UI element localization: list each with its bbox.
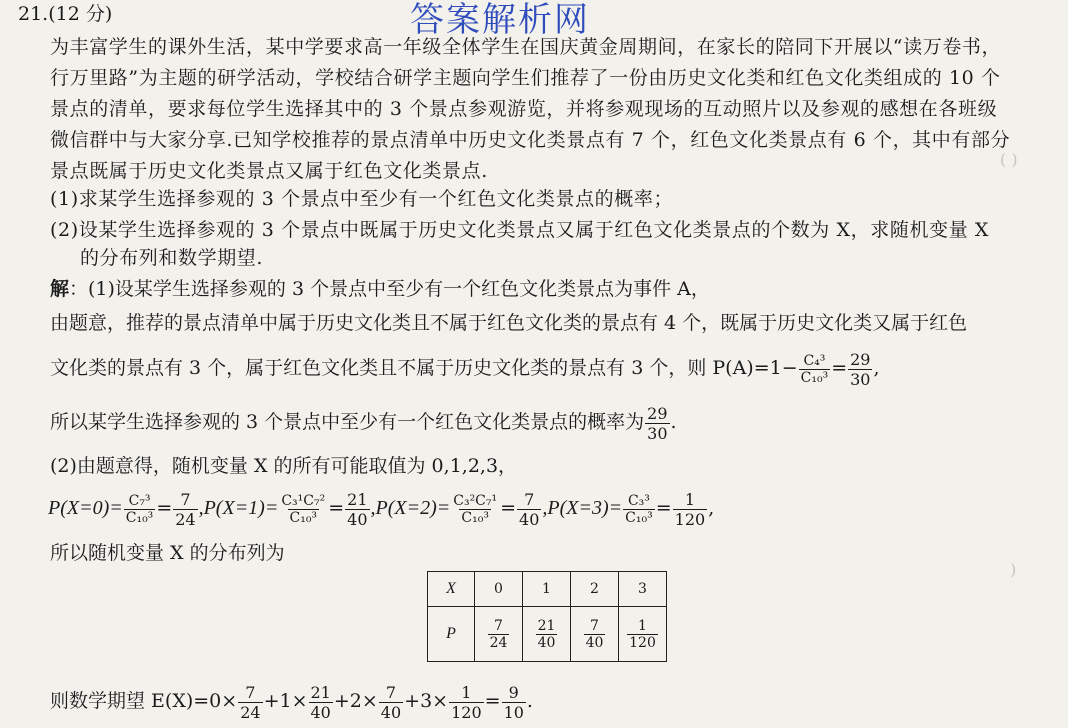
table-cell-p: $\frac{7}{24}$ [475,607,523,662]
table-header-x: X [428,572,475,607]
fraction-e2: $\frac{21}{40}$ [310,682,331,722]
question-2: (2)设某学生选择参观的 3 个景点中既属于历史文化类景点又属于红色文化类景点的个数为 X，求随机变量 X [50,219,990,241]
fraction-p3-result: $\frac{1}{120}$ [674,489,706,529]
solution-line-1: 解：(1)设某学生选择参观的 3 个景点中至少有一个红色文化类景点为事件 A， [50,278,710,300]
problem-line-5: 景点既属于历史文化类景点又属于红色文化类景点. [50,160,488,182]
question-2-cont: 的分布列和数学期望. [80,247,264,269]
table-cell-x: 1 [523,572,571,607]
fraction-expectation: $\frac{9}{10}$ [503,682,524,722]
fraction-p2: $\frac{\text{C₃²C₇¹}}{\text{C₁₀³}}$ [453,492,498,526]
solution-line-7: 所以随机变量 X 的分布列为 [50,542,285,564]
table-cell-x: 0 [475,572,523,607]
problem-line-1: 为丰富学生的课外生活，某中学要求高一年级全体学生在国庆黄金周期间，在家长的陪同下开展以“读万卷书， [50,36,1002,58]
fraction-pa-result: $\frac{29}{30}$ [850,349,871,389]
solution-line-3: 文化类的景点有 3 个，属于红色文化类且不属于历史文化类的景点有 3 个，则 P(A)=1− $\frac{\text{C₄³}}{\text{C₁₀³}}$ = $\frac{29}{30}$ , [50,349,880,389]
table-row-p [428,607,667,662]
distribution-table [427,571,667,662]
fraction-p2-result: $\frac{7}{40}$ [519,489,540,529]
fraction-p1: $\frac{\text{C₃¹C₇²}}{\text{C₁₀³}}$ [281,492,326,526]
fraction-e4: $\frac{1}{120}$ [451,682,482,722]
table-cell-x: 2 [571,572,619,607]
fraction-answer-1: $\frac{29}{30}$ [647,403,668,443]
fraction-p0: $\frac{\text{C₇³}}{\text{C₁₀³}}$ [125,492,154,526]
problem-line-4: 微信群中与大家分享.已知学校推荐的景点清单中历史文化类景点有 7 个，红色文化类景点有 6 个，其中有部分 [50,129,1011,151]
fraction-p0-result: $\frac{7}{24}$ [175,489,196,529]
fraction-pa: $\frac{\text{C₄³}}{\text{C₁₀³}}$ [800,352,829,386]
table-cell-x: 3 [619,572,667,607]
problem-line-2: 行万里路”为主题的研学活动，学校结合研学主题向学生们推荐了一份由历史文化类和红色文化类组成的 10 个 [50,67,1001,89]
fraction-p1-result: $\frac{21}{40}$ [347,489,368,529]
table-cell-p: $\frac{21}{40}$ [523,607,571,662]
solution-line-2: 由题意，推荐的景点清单中属于历史文化类且不属于红色文化类的景点有 4 个，既属于历史文化类又属于红色 [50,312,968,334]
solution-label: 解 [50,278,70,300]
fraction-e3: $\frac{7}{40}$ [380,682,402,722]
question-1: (1)求某学生选择参观的 3 个景点中至少有一个红色文化类景点的概率； [50,188,674,210]
fraction-e1: $\frac{7}{24}$ [240,682,261,722]
problem-line-3: 景点的清单，要求每位学生选择其中的 3 个景点参观游览，并将参观现场的互动照片以及参观的感想在各班级 [50,98,998,120]
expectation-line: 则数学期望 E(X)=0× $\frac{7}{24}$ +1× $\frac{21}{40}$ +2× $\frac{7}{40}$ +3× $\frac{1}{120}$ = $\frac{9}{10}$ . [50,682,533,722]
problem-number: 21.(12 分) [18,3,113,25]
table-header-p: P [428,607,475,662]
table-row-x [428,572,667,607]
table-cell-p: $\frac{7}{40}$ [571,607,619,662]
fraction-p3: $\frac{\text{C₃³}}{\text{C₁₀³}}$ [625,492,653,526]
solution-line-4: 所以某学生选择参观的 3 个景点中至少有一个红色文化类景点的概率为 $\frac{29}{30}$ . [50,403,677,443]
probability-line: P(X=0)= $\frac{\text{C₇³}}{\text{C₁₀³}}$ = $\frac{7}{24}$ ,P(X=1)= $\frac{\text{C₃¹C₇²}}{\text{C₁₀³}}$ = $\frac{21}{40}$ ,P(X=2)= $\frac{\text{C₃²C₇¹}}{\text{C₁₀³}}$ = $\frac{7}{40}$ ,P(X=3)= $\frac{\text{C₃³}}{\text{C₁₀³}}$ = $\frac{1}{120}$ , [48,489,715,529]
solution-line-5: (2)由题意得，随机变量 X 的所有可能取值为 0,1,2,3， [50,455,518,477]
table-cell-p: $\frac{1}{120}$ [619,607,667,662]
watermark: 答案解析网 [410,0,590,40]
